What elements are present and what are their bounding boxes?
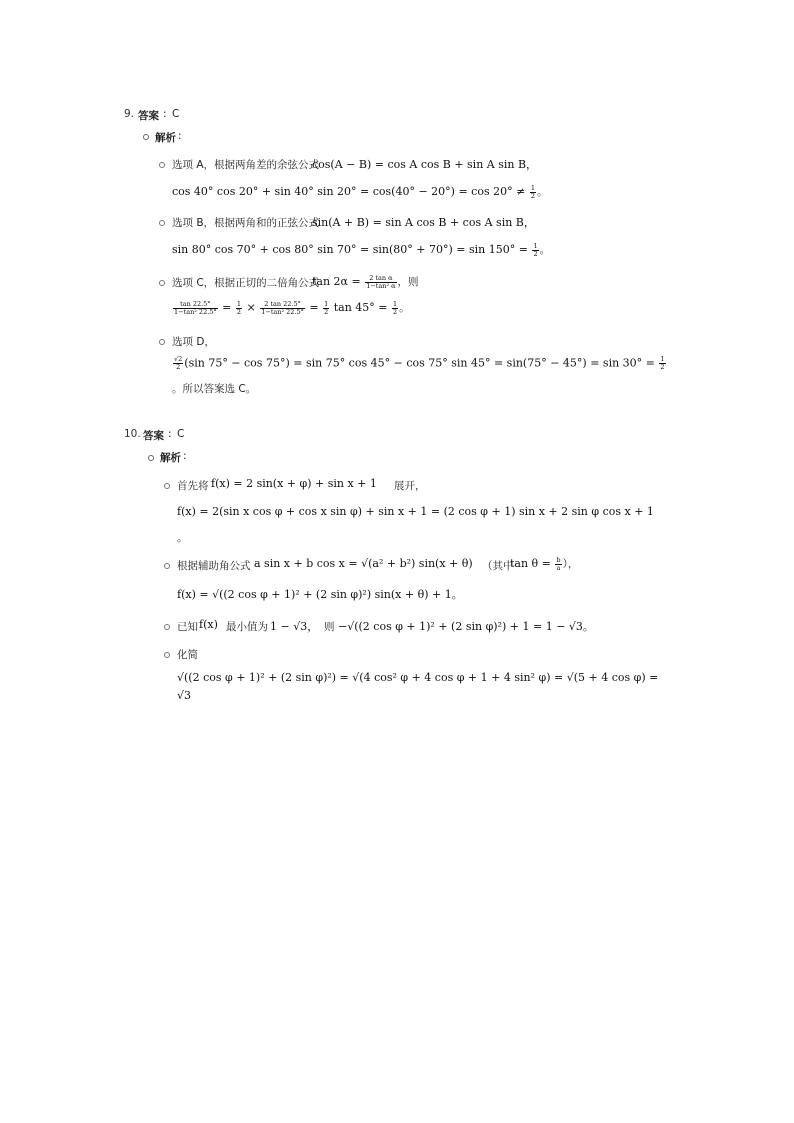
list-bullet	[164, 563, 170, 569]
q9-d-text: 选项 D，	[172, 336, 215, 348]
q10-colon: :	[168, 428, 172, 440]
q9-b-text: 选项 B，根据两角和的正弦公式	[172, 217, 320, 229]
q10-s3-calc: −√((2 cos φ + 1)² + (2 sin φ)²) + 1 = 1 − √3。	[338, 620, 594, 633]
q10-s4-tail: √3	[177, 689, 192, 702]
q10-s4-text: 化简	[177, 649, 198, 661]
q10-number: 10.	[124, 428, 141, 440]
q9-a-formula: cos(A − B) = cos A cos B + sin A sin B，	[312, 158, 538, 171]
q9-a-text: 选项 A，根据两角差的余弦公式	[172, 159, 320, 171]
q10-s3-then: 则	[324, 621, 335, 633]
q9-c-text: 选项 C，根据正切的二倍角公式	[172, 277, 320, 289]
list-bullet	[164, 624, 170, 630]
fraction-half: $\frac{1}{2}$	[533, 241, 538, 258]
list-bullet	[148, 455, 154, 461]
q10-s2-text: 根据辅助角公式	[177, 560, 251, 572]
q10-s2-tan: tan θ = $\frac{b}{a}$ ），	[510, 555, 579, 572]
q10-answer-label: 答案	[143, 430, 164, 442]
list-bullet	[159, 339, 165, 345]
q10-s2-formula: a sin x + b cos x = √(a² + b²) sin(x + θ)	[254, 557, 473, 570]
q9-answer: C	[172, 108, 180, 120]
q9-a-calc: cos 40° cos 20° + sin 40° sin 20° = cos(40° − 20°) = cos 20° ≠ $\frac{1}{2}$ 。	[172, 183, 548, 200]
q9-answer-label: 答案	[138, 110, 159, 122]
q10-s1-tail: 展开，	[394, 480, 426, 492]
q9-d-calc: $\frac{√2}{2}$ (sin 75° − cos 75°) = sin 75° cos 45° − cos 75° sin 45° = sin(75° − 45°) = sin 30° = $\frac{1}{2}$	[174, 355, 665, 371]
q10-s1-text: 首先将	[177, 480, 209, 492]
list-bullet	[159, 280, 165, 286]
list-bullet	[159, 220, 165, 226]
list-bullet	[159, 162, 165, 168]
q10-s3-text: 已知	[177, 621, 198, 633]
list-bullet	[164, 483, 170, 489]
q10-answer: C	[177, 428, 185, 440]
q10-s4-calc: √((2 cos φ + 1)² + (2 sin φ)²) = √(4 cos² φ + 4 cos φ + 1 + 4 sin² φ) = √(5 + 4 cos φ) =	[177, 671, 659, 684]
q10-s3-val: 1 − √3，	[270, 620, 319, 633]
q9-number: 9.	[124, 108, 135, 120]
q10-s2-calc: f(x) = √((2 cos φ + 1)² + (2 sin φ)²) sin(x + θ) + 1。	[177, 588, 463, 601]
q10-s1-calc: f(x) = 2(sin x cos φ + cos x sin φ) + sin x + 1 = (2 cos φ + 1) sin x + 2 sin φ cos x + 1	[177, 505, 654, 518]
q9-conclusion: 。所以答案选 C。	[172, 383, 257, 395]
q10-s2-paren: （其中	[482, 560, 514, 572]
q9-c-formula: tan 2α = $\frac{\text{2 tan α}}{\text{1−tan² α}}$ ，则	[312, 273, 419, 290]
list-bullet	[143, 134, 149, 140]
q10-s3-fx: f(x)	[199, 618, 218, 631]
q9-b-formula: sin(A + B) = sin A cos B + cos A sin B，	[312, 216, 535, 229]
q10-s1-period: 。	[177, 532, 188, 544]
q9-c-calc: $\frac{\tan 22.5^\circ}{\text{1−tan² 22.5°}}$ = $\frac{1}{2}$ × $\frac{2 \tan 22.5^\circ}{\text{1−tan² 22.5°}}$ = $\frac{1}{2}$ tan 45° = $\frac{1}{2}$ 。	[174, 299, 410, 316]
q10-analysis-label: 解析	[160, 452, 181, 464]
list-bullet	[164, 652, 170, 658]
q10-s3-min: 最小值为	[226, 621, 268, 633]
q9-analysis-label: 解析	[155, 132, 176, 144]
q10-s1-formula: f(x) = 2 sin(x + φ) + sin x + 1	[211, 477, 377, 490]
q9-colon: :	[163, 108, 167, 120]
q9-b-calc: sin 80° cos 70° + cos 80° sin 70° = sin(80° + 70°) = sin 150° = $\frac{1}{2}$ 。	[172, 241, 551, 258]
fraction-half: $\frac{1}{2}$	[530, 183, 535, 200]
